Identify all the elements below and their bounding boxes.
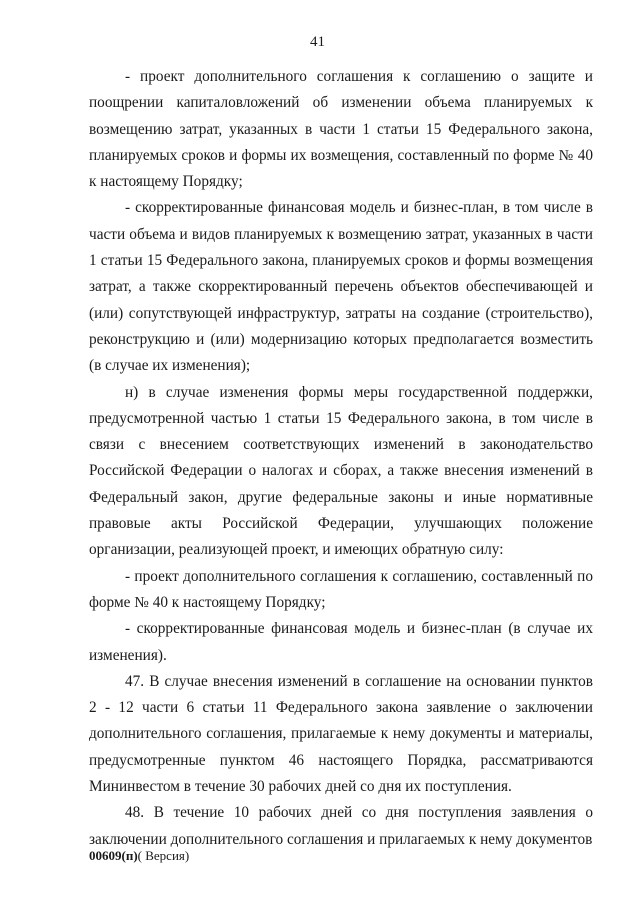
page-number: 41: [310, 34, 325, 50]
paragraph: - скорректированные финансовая модель и бизнес-план (в случае их изменения).: [89, 620, 593, 664]
document-footer: [89, 848, 189, 864]
document-version: ( Версия): [137, 848, 190, 863]
paragraph: - проект дополнительного соглашения к соглашению о защите и поощрении капиталовложений об изменении объема планируемых к возмещению затрат, указанных в части 1 статьи 15 Федерального закона, планируемых сроков и формы их возмещения, составленный по форме № 40 к настоящему Порядку;: [89, 68, 593, 191]
paragraph: - скорректированные финансовая модель и бизнес-план, в том числе в части объема и видов планируемых к возмещению затрат, указанных в части 1 статьи 15 Федерального закона, планируемых сроков и формы возмещения затрат, а также скорректированный перечень объектов обеспечивающей и (или) сопутствующей инфраструктур, затраты на создание (строительство), реконструкцию и (или) модернизацию которых предполагается возместить (в случае их изменения);: [89, 199, 593, 375]
paragraph: - проект дополнительного соглашения к соглашению, составленный по форме № 40 к настоящему Порядку;: [89, 567, 593, 611]
document-code: 00609(п): [89, 848, 138, 863]
paragraph: 47. В случае внесения изменений в соглашение на основании пунктов 2 - 12 части 6 статьи 11 Федерального закона заявление о заключении дополнительного соглашения, прилагаемые к нему документы и материалы, предусмотренные пунктом 46 настоящего Порядка, рассматриваются Мининвестом в течение 30 рабочих дней со дня их поступления.: [89, 672, 593, 796]
paragraph: 48. В течение 10 рабочих дней со дня поступления заявления о заключении дополнительного соглашения и прилагаемых к нему документов: [89, 804, 593, 848]
document-body: [89, 64, 593, 853]
paragraph: н) в случае изменения формы меры государственной поддержки, предусмотренной частью 1 статьи 15 Федерального закона, в том числе в связи с внесением соответствующих изменений в законодательство Российской Федерации о налогах и сборах, а также внесения изменений в Федеральный закон, другие федеральные законы и иные нормативные правовые акты Российской Федерации, улучшающих положение организации, реализующей проект, и имеющих обратную силу:: [89, 383, 593, 559]
